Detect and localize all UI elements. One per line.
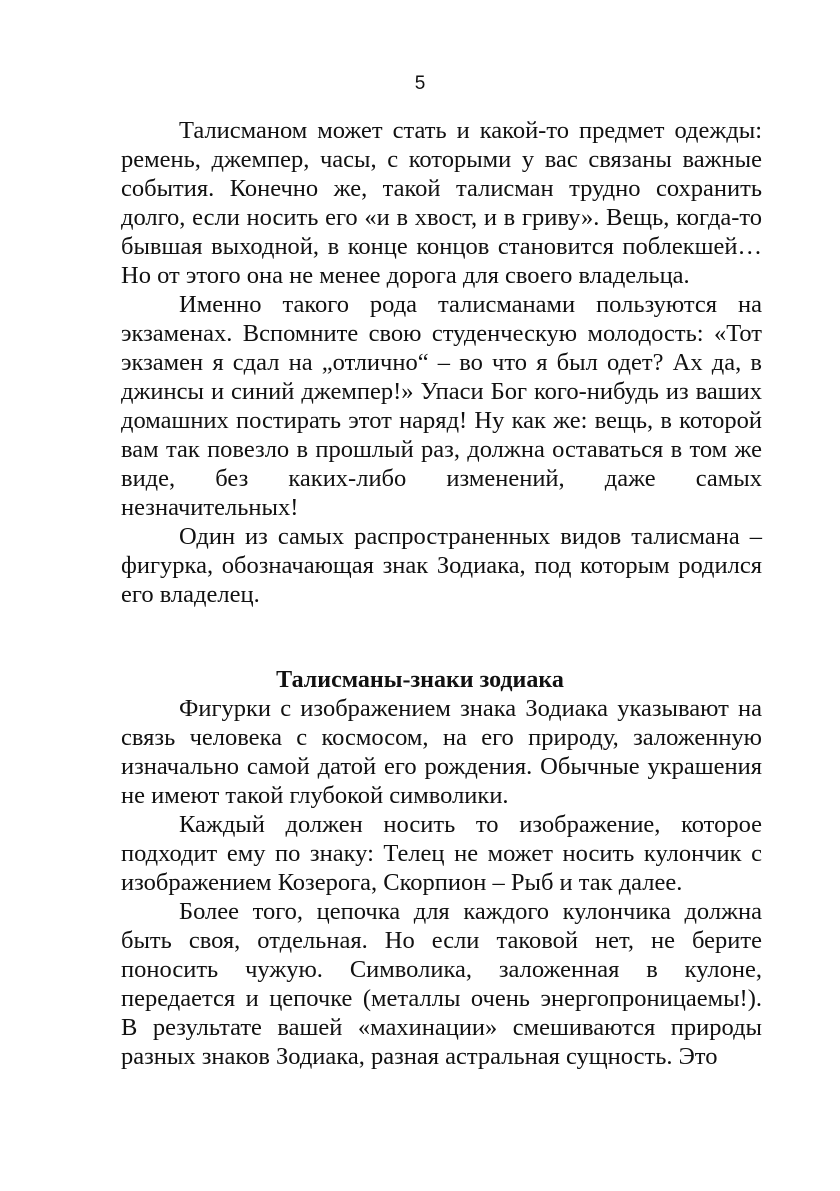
paragraph: Каждый должен носить то изображение, которое подходит ему по знаку: Телец не может носить кулончик с изображением Козерога, Скорпион – Рыб и так далее. bbox=[121, 811, 762, 896]
paragraph: Именно такого рода талисманами пользуются на экзаменах. Вспомните свою студенческую молодость: «Тот экзамен я сдал на „отлично“ – во что я был одет? Ах да, в джинсы и синий джемпер!» Упаси Бог кого-нибудь из ваших домашних постирать этот наряд! Ну как же: вещь, в которой вам так повезло в прошлый раз, должна оставаться в том же виде, без каких-либо изменений, даже самых незначительных! bbox=[121, 291, 762, 521]
section-body-1 bbox=[121, 116, 762, 609]
section-body-2 bbox=[121, 694, 762, 1071]
section-heading: Талисманы-знаки зодиака bbox=[276, 667, 564, 693]
paragraph: Один из самых распространенных видов талисмана – фигурка, обозначающая знак Зодиака, под которым родился его владелец. bbox=[121, 523, 762, 608]
paragraph: Более того, цепочка для каждого кулончика должна быть своя, отдельная. Но если таковой нет, не берите поносить чужую. Символика, заложенная в кулоне, передается и цепочке (металлы очень энергопроницаемы!). В результате вашей «махинации» смешиваются природы разных знаков Зодиака, разная астральная сущность. Это bbox=[121, 898, 762, 1070]
paragraph: Талисманом может стать и какой-то предмет одежды: ремень, джемпер, часы, с которыми у вас связаны важные события. Конечно же, такой талисман трудно сохранить долго, если носить его «и в хвост, и в гриву». Вещь, когда-то бывшая выходной, в конце концов становится поблекшей… Но от этого она не менее дорога для своего владельца. bbox=[121, 117, 762, 289]
paragraph: Фигурки с изображением знака Зодиака указывают на связь человека с космосом, на его природу, заложенную изначально самой датой его рождения. Обычные украшения не имеют такой глубокой символики. bbox=[121, 695, 762, 809]
page-number: 5 bbox=[414, 73, 426, 94]
